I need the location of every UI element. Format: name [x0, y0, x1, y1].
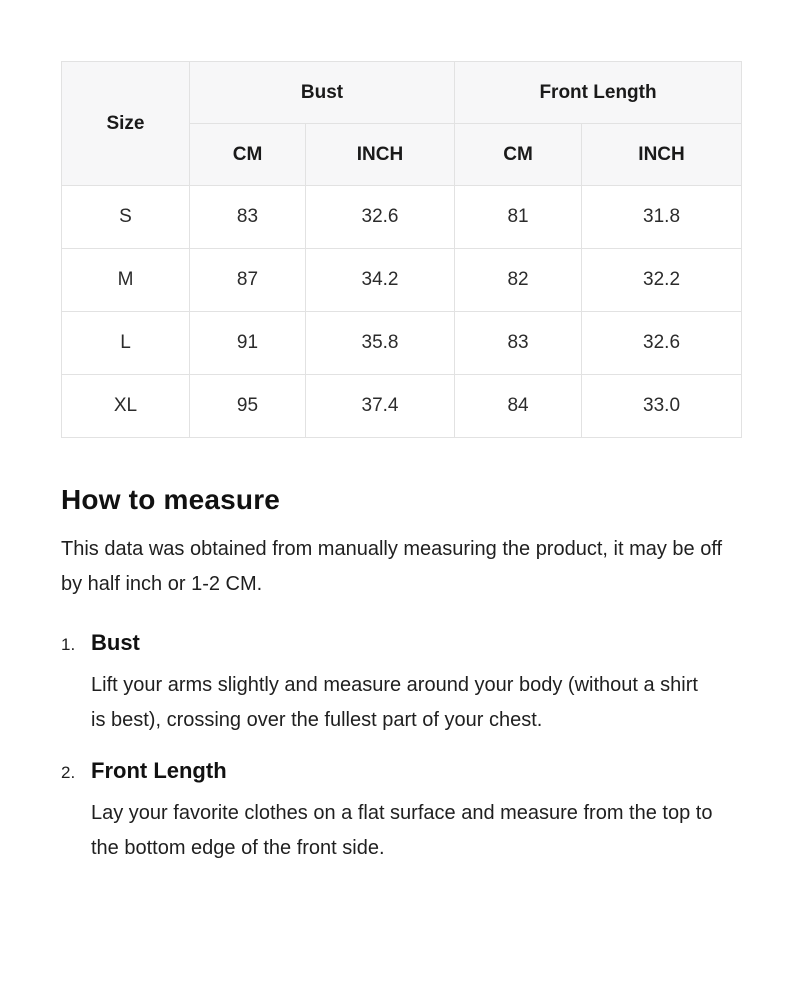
front-cm-cell: 83	[455, 312, 582, 375]
table-row-m	[62, 249, 742, 312]
table-header-row-groups	[62, 62, 742, 124]
front-inch-cell: 32.6	[582, 312, 742, 375]
step-number: 2.	[61, 763, 76, 782]
size-cell: L	[62, 312, 190, 375]
col-header-front-cm: CM	[455, 124, 582, 186]
bust-cm-cell: 87	[190, 249, 306, 312]
how-to-measure-intro: This data was obtained from manually measuring the product, it may be off by half inch or 1-2 CM.	[61, 538, 723, 595]
step-body	[91, 630, 716, 738]
step-description: Lift your arms slightly and measure around your body (without a shirt is best), crossing over the fullest part of your chest.	[91, 674, 698, 731]
step-label: Front Length	[91, 758, 227, 783]
front-inch-cell: 31.8	[582, 186, 742, 249]
bust-cm-cell: 91	[190, 312, 306, 375]
col-header-size: Size	[62, 62, 190, 186]
bust-inch-cell: 32.6	[306, 186, 455, 249]
bust-inch-cell: 35.8	[306, 312, 455, 375]
front-cm-cell: 84	[455, 375, 582, 438]
size-cell: M	[62, 249, 190, 312]
bust-cm-cell: 83	[190, 186, 306, 249]
front-cm-cell: 82	[455, 249, 582, 312]
bust-cm-cell: 95	[190, 375, 306, 438]
how-to-measure-title: How to measure	[61, 484, 281, 515]
step-number: 1.	[61, 635, 76, 654]
step-description: Lay your favorite clothes on a flat surface and measure from the top to the bottom edge of the front side.	[91, 802, 713, 859]
front-cm-cell: 81	[455, 186, 582, 249]
table-row-s	[62, 186, 742, 249]
col-header-bust-cm: CM	[190, 124, 306, 186]
bust-inch-cell: 37.4	[306, 375, 455, 438]
front-inch-cell: 33.0	[582, 375, 742, 438]
size-cell: S	[62, 186, 190, 249]
table-row-l	[62, 312, 742, 375]
bust-inch-cell: 34.2	[306, 249, 455, 312]
col-header-bust-inch: INCH	[306, 124, 455, 186]
measure-step-bust	[61, 630, 741, 738]
col-header-front-inch: INCH	[582, 124, 742, 186]
table-row-xl	[62, 375, 742, 438]
measure-steps-list	[61, 630, 741, 866]
size-cell: XL	[62, 375, 190, 438]
size-chart-table	[61, 61, 742, 438]
front-inch-cell: 32.2	[582, 249, 742, 312]
col-header-front-length: Front Length	[455, 62, 742, 124]
col-header-bust: Bust	[190, 62, 455, 124]
step-body	[91, 758, 716, 866]
measure-step-front-length	[61, 758, 741, 866]
step-label: Bust	[91, 630, 140, 655]
